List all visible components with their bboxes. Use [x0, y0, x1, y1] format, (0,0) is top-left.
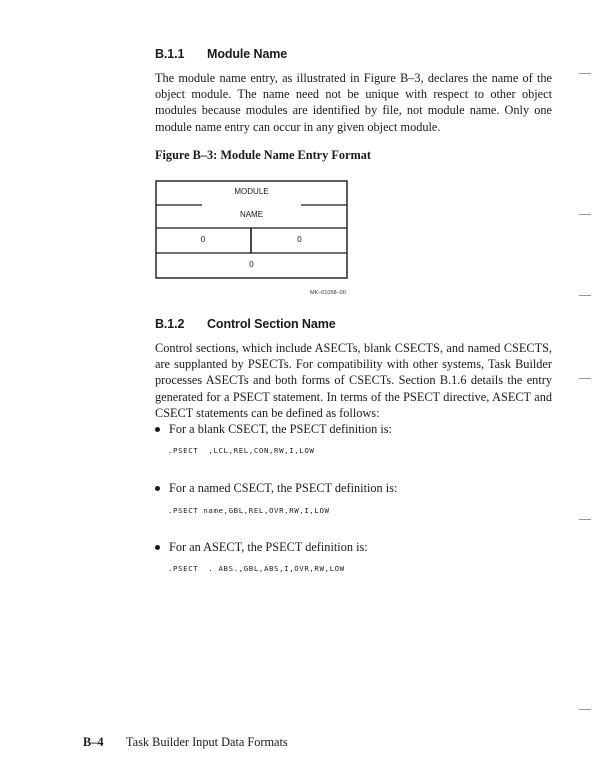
bullet-text: For a named CSECT, the PSECT definition is: — [169, 481, 398, 495]
margin-mark — [579, 378, 591, 379]
section-heading-module-name — [155, 47, 287, 61]
bullet-text: For an ASECT, the PSECT definition is: — [169, 540, 368, 554]
bullet-item-named-csect — [155, 481, 397, 496]
margin-mark — [579, 519, 591, 520]
figure-caption: Figure B–3: Module Name Entry Format — [155, 148, 371, 162]
code-line-named-csect: .PSECT name,GBL,REL,OVR,RW,I,LOW — [168, 506, 330, 515]
section-title: Module Name — [207, 47, 288, 61]
bullet-text: For a blank CSECT, the PSECT definition is: — [169, 422, 392, 436]
module-name-paragraph: The module name entry, as illustrated in Figure B–3, declares the name of the object module. The name need not be unique with respect to other object modules because modules are identified by file, not module name. Only one module name entry can occur in any given object module. — [155, 71, 552, 134]
bullet-item-blank-csect — [155, 422, 392, 437]
diagram-cell-row2-right: 0 — [297, 235, 302, 244]
diagram-label-name: NAME — [239, 210, 264, 219]
diagram-cell-row3: 0 — [249, 260, 254, 269]
bullet-icon — [155, 486, 160, 491]
section-number: B.1.1 — [155, 47, 185, 61]
bullet-item-asect — [155, 540, 368, 555]
control-section-paragraph: Control sections, which include ASECTs, blank CSECTS, and named CSECTS, are supplanted by PSECTs. For compatibility with other systems, Task Builder processes ASECTs and both forms of CSECTs. Section B.1.6 details the entry generated for a PSECT statement. In terms of the PSECT directive, ASECT and CSECT statements can be defined as follows: — [155, 341, 552, 420]
module-name-entry-diagram — [155, 180, 347, 278]
bullet-icon — [155, 427, 160, 432]
code-line-blank-csect: .PSECT ,LCL,REL,CON,RW,I,LOW — [168, 446, 315, 455]
code-line-asect: .PSECT . ABS.,GBL,ABS,I,OVR,RW,LOW — [168, 564, 345, 573]
margin-mark — [579, 709, 591, 710]
diagram-label-module: MODULE — [234, 187, 269, 196]
running-footer-title: Task Builder Input Data Formats — [126, 735, 288, 749]
diagram-cell-row2-left: 0 — [200, 235, 206, 244]
figure-id: MK–01058–00 — [310, 290, 346, 296]
bullet-icon — [155, 545, 160, 550]
section-title: Control Section Name — [207, 317, 336, 331]
margin-mark — [579, 73, 591, 74]
margin-mark — [579, 295, 591, 296]
margin-mark — [579, 214, 591, 215]
page-number: B–4 — [83, 735, 104, 749]
section-number: B.1.2 — [155, 317, 185, 331]
section-heading-control-section-name — [155, 317, 336, 331]
